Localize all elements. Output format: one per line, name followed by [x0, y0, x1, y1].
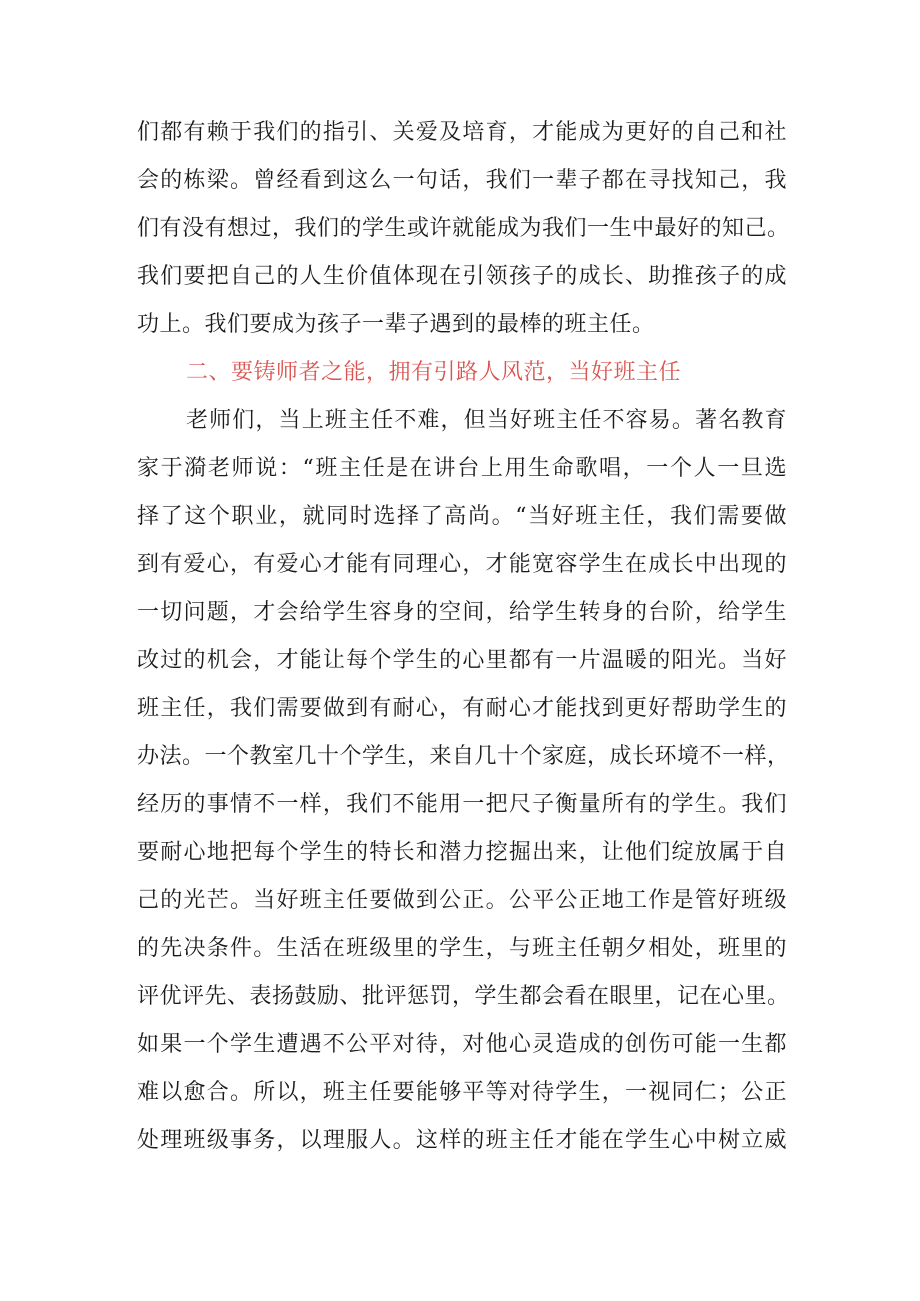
section-heading: 二、要铸师者之能，拥有引路人风范，当好班主任 — [186, 360, 682, 385]
paragraph-1-line-3: 们有没有想过，我们的学生或许就能成为我们一生中最好的知己。 — [137, 216, 790, 241]
paragraph-2-line-16: 处理班级事务，以理服人。这样的班主任才能在学生心中树立威 — [137, 1128, 787, 1153]
paragraph-2-line-4: 到有爱心，有爱心才能有同理心，才能宽容学生在成长中出现的 — [137, 552, 787, 577]
paragraph-2-line-2: 家于漪老师说：“班主任是在讲台上用生命歌唱，一个人一旦选 — [137, 456, 787, 481]
paragraph-2-line-7: 班主任，我们需要做到有耐心，有耐心才能找到更好帮助学生的 — [137, 696, 787, 721]
paragraph-1-line-4: 我们要把自己的人生价值体现在引领孩子的成长、助推孩子的成 — [137, 264, 787, 289]
paragraph-2-line-3: 择了这个职业，就同时选择了高尚。“当好班主任，我们需要做 — [137, 504, 787, 529]
paragraph-1-line-1: 们都有赖于我们的指引、关爱及培育，才能成为更好的自己和社 — [137, 120, 787, 145]
paragraph-2-line-15: 难以愈合。所以，班主任要能够平等对待学生，一视同仁；公正 — [137, 1080, 787, 1105]
paragraph-2-line-9: 经历的事情不一样，我们不能用一把尺子衡量所有的学生。我们 — [137, 792, 787, 817]
paragraph-2-line-14: 如果一个学生遭遇不公平对待，对他心灵造成的创伤可能一生都 — [137, 1032, 787, 1057]
paragraph-2-line-13: 评优评先、表扬鼓励、批评惩罚，学生都会看在眼里，记在心里。 — [137, 984, 790, 1009]
paragraph-2-line-6: 改过的机会，才能让每个学生的心里都有一片温暖的阳光。当好 — [137, 648, 787, 673]
paragraph-2-line-5: 一切问题，才会给学生容身的空间，给学生转身的台阶，给学生 — [137, 600, 787, 625]
paragraph-1-line-2: 会的栋梁。曾经看到这么一句话，我们一辈子都在寻找知己，我 — [137, 168, 787, 193]
paragraph-2-line-12: 的先决条件。生活在班级里的学生，与班主任朝夕相处，班里的 — [137, 936, 787, 961]
paragraph-2-line-11: 己的光芒。当好班主任要做到公正。公平公正地工作是管好班级 — [137, 888, 787, 913]
paragraph-2-line-1: 老师们，当上班主任不难，但当好班主任不容易。著名教育 — [186, 408, 787, 433]
paragraph-2-line-8: 办法。一个教室几十个学生，来自几十个家庭，成长环境不一样， — [137, 744, 790, 769]
paragraph-1-line-5: 功上。我们要成为孩子一辈子遇到的最棒的班主任。 — [137, 312, 655, 337]
paragraph-2-line-10: 要耐心地把每个学生的特长和潜力挖掘出来，让他们绽放属于自 — [137, 840, 787, 865]
